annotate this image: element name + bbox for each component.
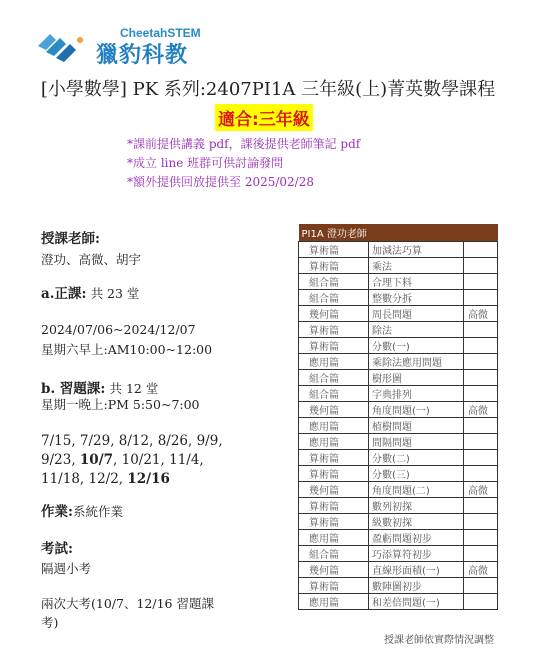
section-cell: 應用篇 xyxy=(299,354,369,370)
exam-value: 隔週小考 xyxy=(41,561,92,576)
page-title: [小學數學] PK 系列:2407PI1A 三年級(上)菁英數學課程 xyxy=(40,79,496,100)
date-exam: 12/16 xyxy=(127,471,170,487)
note-item: *成立 line 班群可供討論發問 xyxy=(127,156,284,170)
teacher-cell xyxy=(464,338,498,354)
topic-cell: 直線形面積(一) xyxy=(369,562,464,578)
teacher-cell xyxy=(464,530,498,546)
table-row xyxy=(299,450,498,466)
exam-label: 考試: xyxy=(41,541,73,557)
topic-cell: 角度問題(一) xyxy=(369,402,464,418)
topic-cell: 分數(一) xyxy=(369,338,464,354)
teacher-cell xyxy=(464,242,498,258)
table-row xyxy=(299,354,498,370)
topic-cell: 周長問題 xyxy=(369,306,464,322)
teacher-cell: 高微 xyxy=(464,306,498,322)
section-cell: 算術篇 xyxy=(299,498,369,514)
homework-label: 作業: xyxy=(41,504,73,520)
section-cell: 算術篇 xyxy=(299,450,369,466)
section-cell: 組合篇 xyxy=(299,274,369,290)
note-item: *額外提供回放提供至 2025/02/28 xyxy=(127,175,314,189)
topic-cell: 和差倍問題(一) xyxy=(369,594,464,610)
big-exam-line: 兩次大考(10/7、12/16 習題課 xyxy=(41,596,214,611)
teacher-cell xyxy=(464,258,498,274)
topic-cell: 除法 xyxy=(369,322,464,338)
teacher-cell xyxy=(464,386,498,402)
table-row xyxy=(299,434,498,450)
topic-cell: 合理下料 xyxy=(369,274,464,290)
table-row xyxy=(299,530,498,546)
section-cell: 幾何篇 xyxy=(299,402,369,418)
table-row xyxy=(299,482,498,498)
table-header: PI1A 澄功老師 xyxy=(299,224,498,242)
section-cell: 算術篇 xyxy=(299,242,369,258)
table-row xyxy=(299,418,498,434)
dates-line: 7/15, 7/29, 8/12, 8/26, 9/9, xyxy=(41,433,223,449)
brand-en: CheetahSTEM xyxy=(120,26,201,40)
teacher-cell: 高微 xyxy=(464,482,498,498)
brand-zh: 獵豹科教 xyxy=(96,43,189,68)
topic-cell: 樹形圖 xyxy=(369,370,464,386)
teacher-cell: 高微 xyxy=(464,402,498,418)
section-cell: 幾何篇 xyxy=(299,562,369,578)
section-cell: 應用篇 xyxy=(299,418,369,434)
topic-cell: 數陣圖初步 xyxy=(369,578,464,594)
regular-label: a.正課: xyxy=(41,286,87,302)
section-cell: 算術篇 xyxy=(299,514,369,530)
table-row xyxy=(299,546,498,562)
table-row xyxy=(299,562,498,578)
regular-count: 共 23 堂 xyxy=(90,286,140,301)
teacher-cell xyxy=(464,594,498,610)
section-cell: 算術篇 xyxy=(299,322,369,338)
teacher-label: 授課老師: xyxy=(41,231,100,247)
dates-line xyxy=(41,451,223,470)
table-row xyxy=(299,386,498,402)
teacher-cell xyxy=(464,274,498,290)
dates-line xyxy=(41,470,223,489)
big-exam-line: 考) xyxy=(41,615,59,630)
topic-cell: 級數初探 xyxy=(369,514,464,530)
section-cell: 組合篇 xyxy=(299,290,369,306)
teacher-names: 澄功、高微、胡宇 xyxy=(41,252,142,267)
section-cell: 組合篇 xyxy=(299,370,369,386)
table-row xyxy=(299,466,498,482)
date-exam: 10/7 xyxy=(79,452,114,468)
table-row xyxy=(299,274,498,290)
topic-cell: 巧添算符初步 xyxy=(369,546,464,562)
teacher-cell xyxy=(464,450,498,466)
topic-cell: 字典排列 xyxy=(369,386,464,402)
teacher-cell: 高微 xyxy=(464,562,498,578)
topic-cell: 分數(三) xyxy=(369,466,464,482)
table-row xyxy=(299,514,498,530)
section-cell: 組合篇 xyxy=(299,546,369,562)
teacher-cell xyxy=(464,354,498,370)
topic-cell: 乘除法應用問題 xyxy=(369,354,464,370)
section-cell: 算術篇 xyxy=(299,578,369,594)
table-row xyxy=(299,306,498,322)
teacher-cell xyxy=(464,434,498,450)
table-row xyxy=(299,578,498,594)
teacher-cell xyxy=(464,322,498,338)
topic-cell: 乘法 xyxy=(369,258,464,274)
teacher-cell xyxy=(464,578,498,594)
table-row xyxy=(299,594,498,610)
practice-label: b. 習題課: xyxy=(41,381,106,397)
topic-cell: 整數分拆 xyxy=(369,290,464,306)
section-cell: 算術篇 xyxy=(299,338,369,354)
topic-cell: 角度問題(二) xyxy=(369,482,464,498)
table-row xyxy=(299,258,498,274)
section-cell: 應用篇 xyxy=(299,530,369,546)
topic-cell: 盈虧問題初步 xyxy=(369,530,464,546)
teacher-cell xyxy=(464,546,498,562)
section-cell: 組合篇 xyxy=(299,386,369,402)
regular-range: 2024/07/06~2024/12/07 xyxy=(41,322,196,337)
grade-level-badge: 適合:三年級 xyxy=(215,104,313,131)
topic-cell: 分數(二) xyxy=(369,450,464,466)
date-text: 11/18, 12/2, xyxy=(41,471,128,487)
syllabus-table xyxy=(298,224,498,610)
teacher-cell xyxy=(464,466,498,482)
notes xyxy=(127,135,360,192)
logo xyxy=(36,24,201,68)
section-cell: 幾何篇 xyxy=(299,482,369,498)
practice-dates xyxy=(41,432,223,489)
table-row xyxy=(299,370,498,386)
section-cell: 應用篇 xyxy=(299,434,369,450)
section-cell: 應用篇 xyxy=(299,594,369,610)
table-row xyxy=(299,338,498,354)
regular-time: 星期六早上:AM10:00~12:00 xyxy=(41,342,213,357)
date-text: , 10/21, 11/4, xyxy=(113,452,204,468)
table-row xyxy=(299,498,498,514)
section-cell: 幾何篇 xyxy=(299,306,369,322)
table-row xyxy=(299,242,498,258)
teacher-cell xyxy=(464,498,498,514)
date-text: 9/23, xyxy=(41,452,80,468)
topic-cell: 加減法巧算 xyxy=(369,242,464,258)
topic-cell: 間隔問題 xyxy=(369,434,464,450)
practice-count: 共 12 堂 xyxy=(109,381,159,396)
teacher-cell xyxy=(464,514,498,530)
note-item: *課前提供講義 pdf，課後提供老師筆記 pdf xyxy=(127,137,361,151)
footnote: 授課老師依實際情況調整 xyxy=(384,635,494,646)
cheetah-logo-icon xyxy=(36,26,86,64)
section-cell: 算術篇 xyxy=(299,258,369,274)
topic-cell: 數列初探 xyxy=(369,498,464,514)
table-row xyxy=(299,290,498,306)
teacher-cell xyxy=(464,290,498,306)
table-row xyxy=(299,322,498,338)
section-cell: 算術篇 xyxy=(299,466,369,482)
teacher-cell xyxy=(464,418,498,434)
topic-cell: 植樹問題 xyxy=(369,418,464,434)
homework-value: 系統作業 xyxy=(72,504,123,519)
table-row xyxy=(299,402,498,418)
practice-time: 星期一晚上:PM 5:50~7:00 xyxy=(41,397,200,412)
teacher-cell xyxy=(464,370,498,386)
